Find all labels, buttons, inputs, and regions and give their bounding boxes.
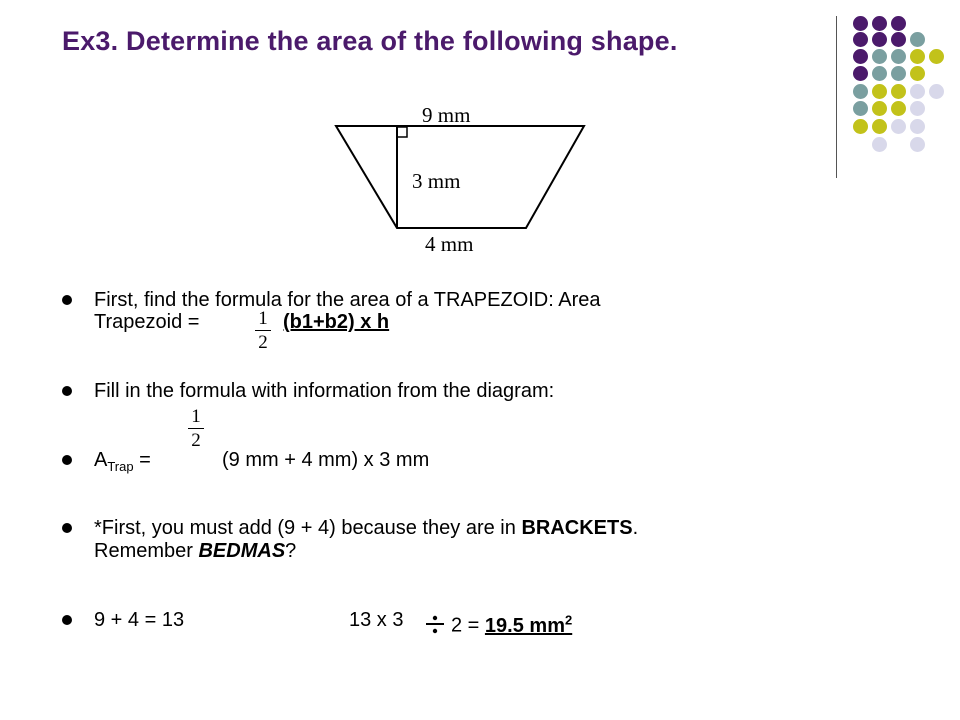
deco-dot xyxy=(872,32,887,47)
bullet-marker xyxy=(62,455,72,465)
deco-dot xyxy=(910,119,925,134)
deco-dot xyxy=(929,84,944,99)
bullet-1-line-2 xyxy=(94,311,199,333)
division-sign-icon xyxy=(425,611,445,637)
deco-dot xyxy=(891,84,906,99)
deco-dot xyxy=(891,119,906,134)
deco-dot xyxy=(910,66,925,81)
bullet-marker xyxy=(62,523,72,533)
fraction-numerator: 1 xyxy=(191,406,201,427)
answer-value: 19.5 mm xyxy=(484,614,565,637)
one-half-fraction xyxy=(188,408,204,450)
bullet-2-text: Fill in the formula with information from the diagram: xyxy=(94,380,555,402)
deco-dot xyxy=(910,101,925,116)
bedmas-keyword: BEDMAS xyxy=(198,540,286,562)
bullet-marker xyxy=(62,295,72,305)
equals-sign: = xyxy=(133,449,151,471)
one-half-fraction xyxy=(255,310,271,352)
deco-dot xyxy=(891,49,906,64)
question-mark: ? xyxy=(285,540,297,562)
area-symbol: A xyxy=(94,449,108,471)
deco-dot xyxy=(891,32,906,47)
deco-dot xyxy=(891,66,906,81)
trapezoid-diagram xyxy=(330,96,590,256)
bullet-4-line-2 xyxy=(94,540,296,562)
deco-dot xyxy=(853,32,868,47)
deco-dot xyxy=(910,49,925,64)
sum-result: 9 + 4 = 13 xyxy=(94,609,185,631)
bullet-3-area-label xyxy=(94,449,151,478)
bullet-4-line-1 xyxy=(94,517,638,539)
trapezoid-formula: (b1+b2) x h xyxy=(283,311,390,333)
deco-dot xyxy=(853,49,868,64)
fraction-denominator: 2 xyxy=(191,430,201,451)
deco-dot xyxy=(872,49,887,64)
bullet-1-line-1: First, find the formula for the area of a TRAPEZOID: Area xyxy=(94,289,601,311)
deco-dot xyxy=(929,49,944,64)
deco-dot xyxy=(891,101,906,116)
deco-dot xyxy=(891,16,906,31)
bullet-4-text: *First, you must add (9 + 4) because they are in xyxy=(94,517,522,539)
divide-by-two: 2 = xyxy=(451,614,485,637)
fraction-bar xyxy=(255,330,271,331)
deco-dot xyxy=(872,101,887,116)
deco-dot xyxy=(853,66,868,81)
deco-dot xyxy=(872,66,887,81)
right-angle-marker xyxy=(397,127,407,137)
deco-dot xyxy=(872,119,887,134)
deco-dot xyxy=(910,137,925,152)
top-base-label: 9 mm xyxy=(422,103,471,127)
deco-dot xyxy=(872,16,887,31)
bullet-4-period: . xyxy=(632,517,639,539)
bullet-1-prefix: Trapezoid = xyxy=(94,311,200,333)
final-calculation xyxy=(451,609,572,637)
deco-dot xyxy=(853,119,868,134)
deco-dot xyxy=(853,16,868,31)
fraction-numerator: 1 xyxy=(258,308,268,329)
slide-title: Ex3. Determine the area of the following shape. xyxy=(62,26,678,56)
deco-dot xyxy=(910,32,925,47)
bullet-marker xyxy=(62,386,72,396)
deco-dot xyxy=(853,84,868,99)
fraction-bar xyxy=(188,428,204,429)
remember-text: Remember xyxy=(94,540,199,562)
deco-dot xyxy=(872,137,887,152)
multiply-expression: 13 x 3 xyxy=(349,609,404,631)
area-subscript: Trap xyxy=(107,459,134,474)
deco-dot xyxy=(910,84,925,99)
final-answer xyxy=(484,612,573,637)
height-label: 3 mm xyxy=(412,169,461,193)
deco-dot xyxy=(872,84,887,99)
bullet-marker xyxy=(62,615,72,625)
bottom-base-label: 4 mm xyxy=(425,232,474,256)
decorative-divider xyxy=(836,16,837,178)
deco-dot xyxy=(853,101,868,116)
answer-exponent: 2 xyxy=(564,612,573,627)
fraction-denominator: 2 xyxy=(258,332,268,353)
bullet-3-expression: (9 mm + 4 mm) x 3 mm xyxy=(222,449,430,471)
brackets-keyword: BRACKETS xyxy=(521,517,633,539)
